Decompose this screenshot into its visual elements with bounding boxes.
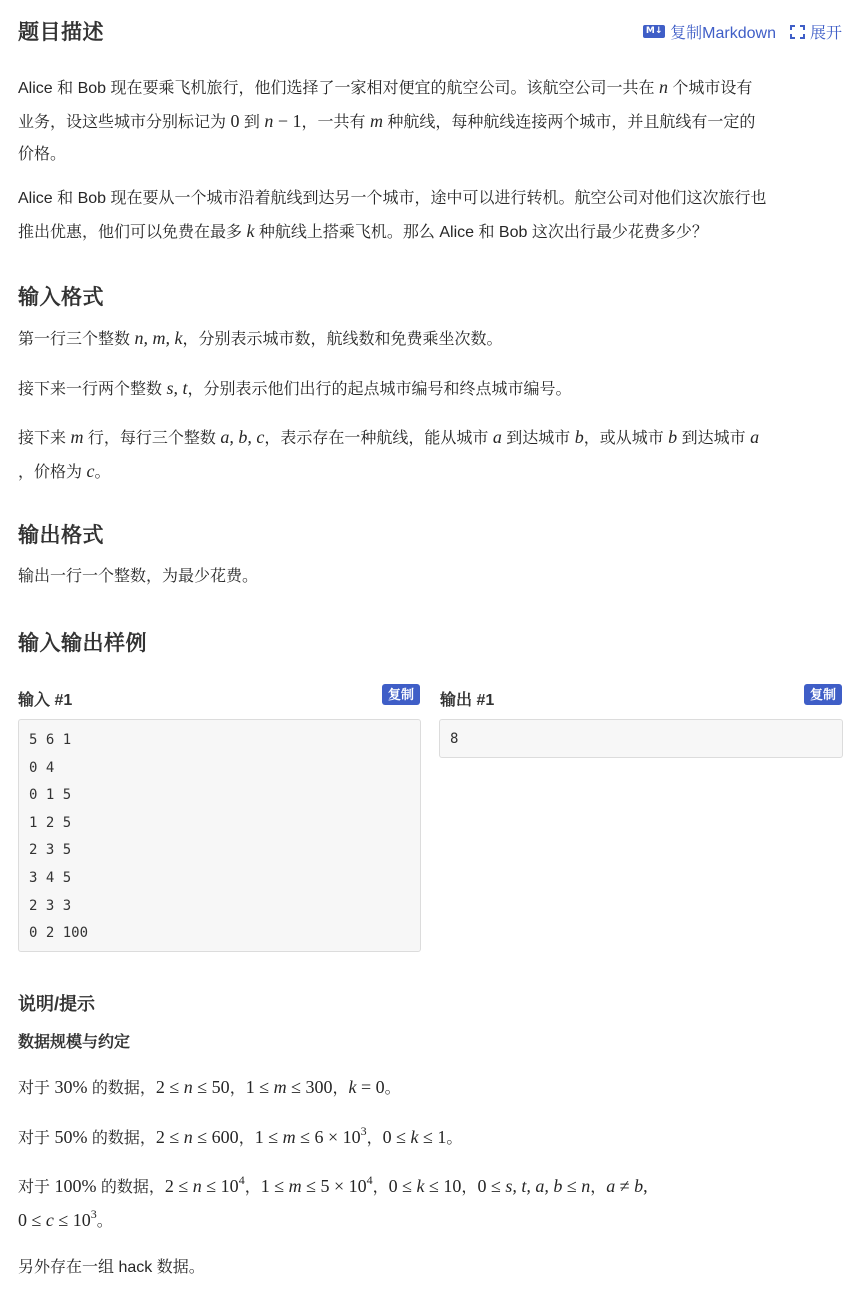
expand-button[interactable] (790, 20, 842, 43)
copy-markdown-button[interactable] (643, 20, 776, 43)
markdown-icon: M↓ (643, 25, 665, 38)
expand-label: 展开 (809, 25, 842, 42)
output-format-text: 输出一行一个整数，为最少花费。 (18, 568, 259, 585)
hack-note: 另外存在一组 hack 数据。 (18, 1259, 205, 1276)
output-format-title: 输出格式 (18, 524, 104, 547)
copy-input-button[interactable]: 复制 (382, 684, 420, 705)
description-paragraph-2: Alice 和 Bob 现在要从一个城市沿着航线到达另一个城市，途中可以进行转机。航空公司对他们这次旅行也 推出优惠，他们可以免费在最多 k 种航线上搭乘飞机。那么 Alice 和 Bob 这次出行最少花费多少？ (18, 190, 767, 241)
sample-output-line: 8 (450, 731, 459, 747)
constraint-100: 对于 100% 的数据，$2 \le n \le 10^4$，$1 \le m \le 5 \times 10^4$，0 ≤ k ≤ 10，0 ≤ s, t, a, b ≤ n，a ≠ b, $0 \le c \le 10^3$。 (18, 1173, 648, 1230)
sample-input-line: 2 3 3 (29, 897, 72, 914)
copy-output-button[interactable]: 复制 (804, 684, 842, 705)
sample-input-line: 2 3 5 (29, 842, 72, 859)
page-title: 题目描述 (18, 21, 104, 44)
sample-input-line: 0 4 (29, 759, 55, 776)
sample-input-box[interactable] (18, 719, 421, 952)
input-format-line-3: 接下来 m 行，每行三个整数 a, b, c，表示存在一种航线，能从城市 a 到达城市 b，或从城市 b 到达城市 a ，价格为 c。 (18, 427, 760, 481)
description-paragraph-1: Alice 和 Bob 现在要乘飞机旅行，他们选择了一家相对便宜的航空公司。该航空公司一共在 n 个城市设有 业务，设这些城市分别标记为 0 到 n − 1，一共有 m 种航线，每种航线连接两个城市，并且航线有一定的 价格。 (18, 77, 756, 163)
expand-icon (790, 25, 805, 39)
sample-input-line: 5 6 1 (29, 732, 72, 748)
hint-title: 说明/提示 (18, 994, 96, 1014)
hint-subtitle: 数据规模与约定 (18, 1034, 131, 1051)
sample-output-box[interactable] (439, 719, 843, 758)
header-toolbar (643, 20, 842, 43)
sample-input-line: 3 4 5 (29, 869, 72, 886)
sample-input-line: 0 1 5 (29, 787, 72, 804)
sample-input-label: 输入 #1 (18, 692, 73, 709)
constraint-50: 对于 50% 的数据，2 ≤ n ≤ 600，$1 \le m \le 6 \times 10^3$，0 ≤ k ≤ 1。 (18, 1124, 463, 1147)
sample-input-line: 1 2 5 (29, 814, 72, 831)
copy-markdown-label: 复制Markdown (670, 25, 776, 42)
sample-output-label: 输出 #1 (440, 692, 495, 709)
input-format-line-2: 接下来一行两个整数 s, t，分别表示他们出行的起点城市编号和终点城市编号。 (18, 378, 572, 398)
sample-input-line: 0 2 100 (29, 925, 89, 942)
constraint-30: 对于 30% 的数据，2 ≤ n ≤ 50，1 ≤ m ≤ 300，k = 0。 (18, 1077, 401, 1097)
samples-title: 输入输出样例 (18, 632, 147, 655)
input-format-line-1: 第一行三个整数 n, m, k，分别表示城市数，航线数和免费乘坐次数。 (18, 328, 503, 348)
input-format-title: 输入格式 (18, 286, 104, 309)
